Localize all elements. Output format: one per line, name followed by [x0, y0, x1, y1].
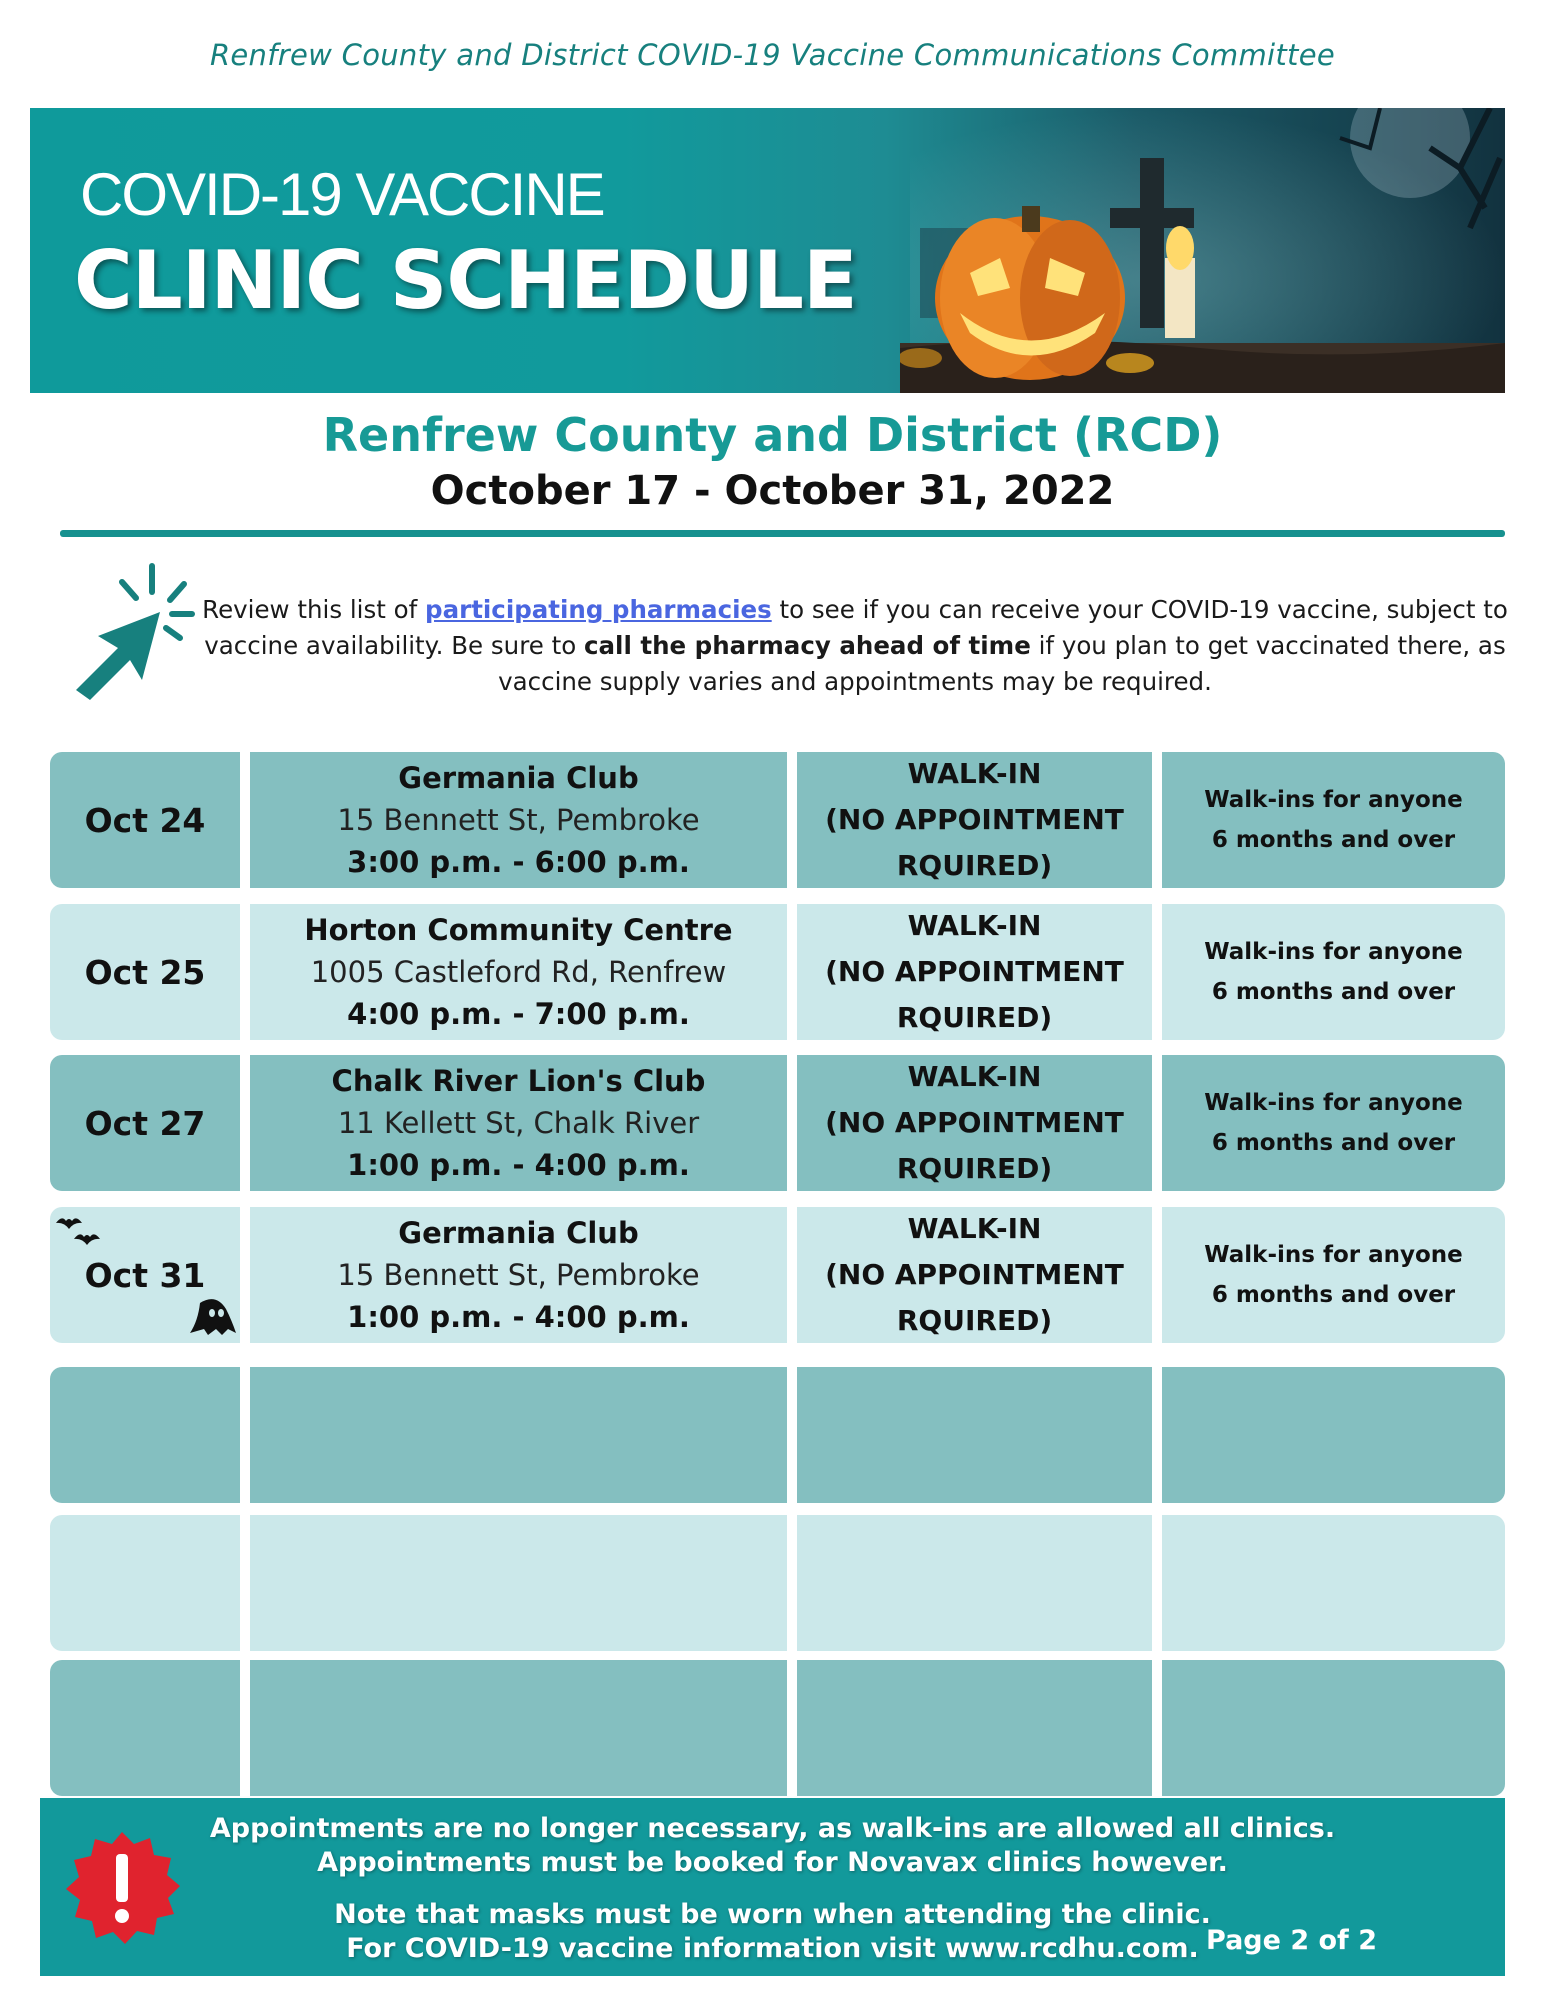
eligibility-line2: 6 months and over — [1211, 1282, 1456, 1308]
participating-pharmacies-link[interactable]: participating pharmacies — [425, 595, 772, 624]
location-cell — [250, 1207, 787, 1343]
empty-cell — [797, 1367, 1152, 1503]
clinic-date: Oct 27 — [84, 1103, 206, 1143]
empty-cell — [797, 1515, 1152, 1651]
clinic-time: 1:00 p.m. - 4:00 p.m. — [347, 1148, 690, 1182]
date-cell — [50, 904, 240, 1040]
empty-row — [50, 1660, 1505, 1796]
walk-in-cell — [797, 904, 1152, 1040]
banner-title-line1: COVID-19 VACCINE — [80, 161, 604, 228]
clinic-row — [50, 904, 1505, 1040]
clinic-time: 3:00 p.m. - 6:00 p.m. — [347, 845, 690, 879]
location-cell — [250, 904, 787, 1040]
clinic-venue: Germania Club — [398, 761, 639, 795]
page-number: Page 2 of 2 — [1206, 1925, 1377, 1956]
walk-in-cell — [797, 752, 1152, 888]
ghost-icon — [186, 1297, 238, 1339]
date-range: October 17 - October 31, 2022 — [430, 468, 1115, 514]
walk-in-line3: RQUIRED) — [896, 1001, 1053, 1034]
empty-cell — [50, 1660, 240, 1796]
empty-cell — [797, 1660, 1152, 1796]
footer-banner — [40, 1798, 1505, 1976]
eligibility-line2: 6 months and over — [1211, 827, 1456, 853]
notice-text-2: to see if you can receive your COVID-19 vaccine, subject to vaccine availability. Be sure to — [204, 595, 1508, 660]
footer-spacer — [40, 1880, 1505, 1898]
eligibility-line1: Walk-ins for anyone — [1204, 1242, 1463, 1268]
walk-in-line3: RQUIRED) — [896, 1152, 1053, 1185]
walk-in-cell — [797, 1055, 1152, 1191]
clinic-row — [50, 752, 1505, 888]
empty-cell — [250, 1367, 787, 1503]
walk-in-line2: (NO APPOINTMENT — [825, 955, 1124, 988]
walk-in-line2: (NO APPOINTMENT — [825, 803, 1124, 836]
eligibility-line1: Walk-ins for anyone — [1204, 787, 1463, 813]
empty-cell — [250, 1660, 787, 1796]
bats-icon — [54, 1213, 100, 1255]
footer-line1: Appointments are no longer necessary, as walk-ins are allowed all clinics. — [209, 1813, 1336, 1844]
empty-cell — [50, 1515, 240, 1651]
walk-in-line1: WALK-IN — [907, 909, 1042, 942]
footer-line2: Appointments must be booked for Novavax clinics however. — [317, 1847, 1228, 1878]
empty-row — [50, 1515, 1505, 1651]
clinic-address: 15 Bennett St, Pembroke — [337, 1258, 700, 1292]
clinic-time: 4:00 p.m. - 7:00 p.m. — [347, 997, 690, 1031]
eligibility-cell — [1162, 752, 1505, 888]
walk-in-line2: (NO APPOINTMENT — [825, 1106, 1124, 1139]
clinic-venue: Germania Club — [398, 1216, 639, 1250]
cursor-click-icon — [68, 562, 208, 702]
walk-in-line1: WALK-IN — [907, 757, 1042, 790]
walk-in-cell — [797, 1207, 1152, 1343]
walk-in-line3: RQUIRED) — [896, 849, 1053, 882]
divider — [60, 530, 1505, 537]
clinic-date: Oct 24 — [84, 800, 206, 840]
eligibility-line1: Walk-ins for anyone — [1204, 939, 1463, 965]
clinic-row — [50, 1207, 1505, 1343]
clinic-time: 1:00 p.m. - 4:00 p.m. — [347, 1300, 690, 1334]
eligibility-line2: 6 months and over — [1211, 979, 1456, 1005]
clinic-date: Oct 31 — [84, 1255, 206, 1295]
clinic-address: 11 Kellett St, Chalk River — [337, 1106, 700, 1140]
date-cell — [50, 1207, 240, 1343]
empty-cell — [1162, 1515, 1505, 1651]
notice-bold: call the pharmacy ahead of time — [583, 631, 1031, 660]
notice-text-3: if you plan to get vaccinated there, as vaccine supply varies and appointments may be required. — [498, 631, 1506, 696]
empty-cell — [1162, 1660, 1505, 1796]
header-banner — [30, 108, 1505, 393]
notice-text-1: Review this list of — [202, 595, 426, 624]
date-cell — [50, 752, 240, 888]
empty-row — [50, 1367, 1505, 1503]
clinic-address: 15 Bennett St, Pembroke — [337, 803, 700, 837]
jack-o-lantern-illustration — [900, 108, 1505, 393]
empty-cell — [50, 1367, 240, 1503]
clinic-date: Oct 25 — [84, 952, 206, 992]
empty-cell — [250, 1515, 787, 1651]
clinic-address: 1005 Castleford Rd, Renfrew — [310, 955, 727, 989]
location-cell — [250, 752, 787, 888]
clinic-venue: Horton Community Centre — [304, 913, 733, 947]
footer-line4: For COVID-19 vaccine information visit www.rcdhu.com. — [346, 1933, 1199, 1964]
clinic-row — [50, 1055, 1505, 1191]
empty-cell — [1162, 1367, 1505, 1503]
footer-line3: Note that masks must be worn when attending the clinic. — [334, 1899, 1211, 1930]
walk-in-line3: RQUIRED) — [896, 1304, 1053, 1337]
banner-title-line2: CLINIC SCHEDULE — [74, 234, 857, 327]
walk-in-line1: WALK-IN — [907, 1212, 1042, 1245]
walk-in-line1: WALK-IN — [907, 1060, 1042, 1093]
date-cell — [50, 1055, 240, 1191]
eligibility-line2: 6 months and over — [1211, 1130, 1456, 1156]
walk-in-line2: (NO APPOINTMENT — [825, 1258, 1124, 1291]
region-title: Renfrew County and District (RCD) — [322, 408, 1223, 462]
location-cell — [250, 1055, 787, 1191]
eligibility-cell — [1162, 1055, 1505, 1191]
eligibility-cell — [1162, 1207, 1505, 1343]
pharmacy-notice — [195, 592, 1515, 700]
eligibility-cell — [1162, 904, 1505, 1040]
committee-name: Renfrew County and District COVID-19 Vaccine Communications Committee — [209, 38, 1336, 72]
clinic-venue: Chalk River Lion's Club — [331, 1064, 706, 1098]
eligibility-line1: Walk-ins for anyone — [1204, 1090, 1463, 1116]
